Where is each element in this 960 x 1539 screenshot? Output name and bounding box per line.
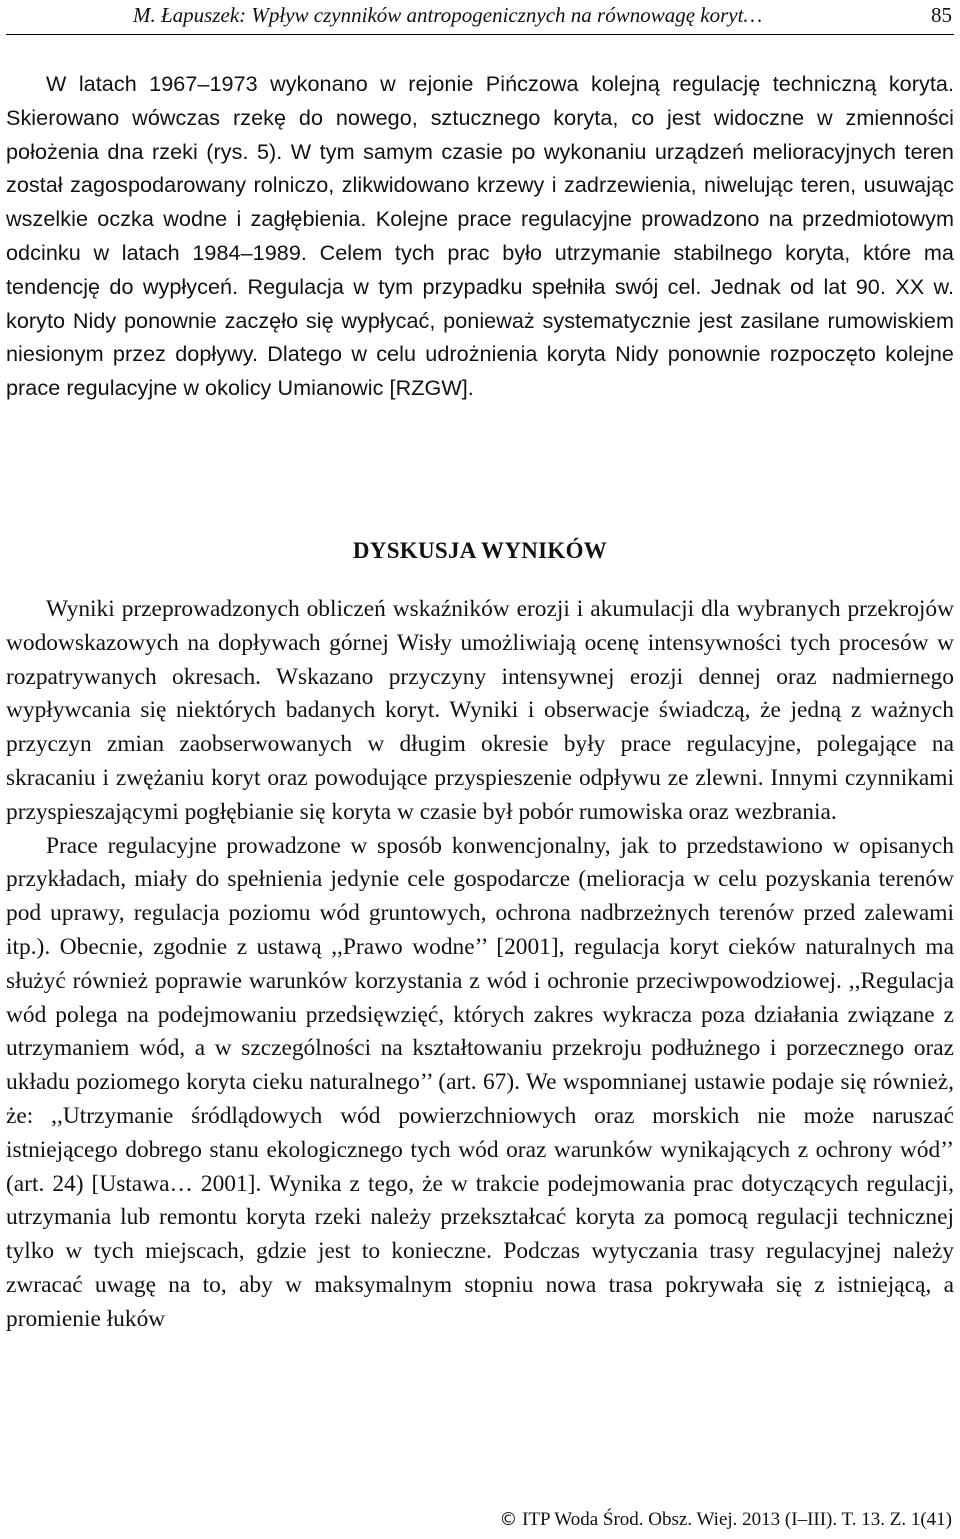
footer-citation <box>499 1508 952 1532</box>
discussion-section <box>6 593 954 1337</box>
journal-citation: ITP Woda Środ. Obsz. Wiej. 2013 (I–III). T. 13. Z. 1(41) <box>522 1509 952 1530</box>
intro-paragraph: W latach 1967–1973 wykonano w rejonie Pińczowa kolejną regulację techniczną koryta. Skierowano wówczas rzekę do nowego, sztucznego koryta, co jest widoczne w zmienności położenia dna rzeki (rys. 5). W tym samym czasie po wykonaniu urządzeń melioracyjnych teren został zagospodarowany rolniczo, zlikwidowano krzewy i zadrzewienia, niwelując teren, usuwając wszelkie oczka wodne i zagłębienia. Kolejne prace regulacyjne prowadzono na przedmiotowym odcinku w latach 1984–1989. Celem tych prac było utrzymanie stabilnego koryta, które ma tendencję do wypłyceń. Regulacja w tym przypadku spełniła swój cel. Jednak od lat 90. XX w. koryto Nidy ponownie zaczęło się wypłycać, ponieważ systematycznie jest zasilane rumowiskiem niesionym przez dopływy. Dlatego w celu udrożnienia koryta Nidy ponownie rozpoczęto kolejne prace regulacyjne w okolicy Umianowic [RZGW]. <box>6 71 954 401</box>
section-heading-discussion: DYSKUSJA WYNIKÓW <box>352 538 608 563</box>
copyright-icon: © <box>499 1509 518 1530</box>
intro-section <box>6 67 954 405</box>
page-number: 85 <box>931 3 952 27</box>
document-page <box>6 0 954 1539</box>
discussion-paragraph-1: Wyniki przeprowadzonych obliczeń wskaźników erozji i akumulacji dla wybranych przekrojów wodowskazowych na dopływach górnej Wisły umożliwiają ocenę intensywności tych procesów w rozpatrywanych okresach. Wskazano przyczyny intensywnej erozji dennej oraz nadmiernego wypływcania się niektórych badanych koryt. Wyniki i obserwacje świadczą, że jedną z ważnych przyczyn zmian zaobserwowanych w długim okresie były prace regulacyjne, polegające na skracaniu i zwężaniu koryt oraz powodujące przyspieszenie odpływu ze zlewni. Innymi czynnikami przyspieszającymi pogłębianie się koryta w czasie był pobór rumowiska oraz wezbrania. <box>6 596 954 825</box>
running-header <box>6 0 954 35</box>
discussion-paragraph-2: Prace regulacyjne prowadzone w sposób konwencjonalny, jak to przedstawiono w opisanych przykładach, miały do spełnienia jedynie cele gospodarcze (melioracja w celu pozyskania terenów pod uprawy, regulacja poziomu wód gruntowych, ochrona nadbrzeżnych terenów przed zalewami itp.). Obecnie, zgodnie z ustawą ,,Prawo wodne’’ [2001], regulacja koryt cieków naturalnych ma służyć również poprawie warunków korzystania z wód i ochronie przeciwpowodziowej. ,,Regulacja wód polega na podejmowaniu przedsięwzięć, których zakres wykracza poza działania związane z utrzymaniem wód, a w szczególności na kształtowaniu przekroju podłużnego i porzecznego oraz układu poziomego koryta cieku naturalnego’’ (art. 67). We wspomnianej ustawie podaje się również, że: ,,Utrzymanie śródlądowych wód powierzchniowych oraz morskich nie może naruszać istniejącego dobrego stanu ekologicznego tych wód oraz warunków wynikających z ochrony wód’’ (art. 24) [Ustawa… 2001]. Wynika z tego, że w trakcie podejmowania prac dotyczących regulacji, utrzymania lub remontu koryta rzeki należy przekształcać koryta za pomocą regulacji technicznej tylko w tych miejscach, gdzie jest to konieczne. Podczas wytyczania trasy regulacyjnej należy zwracać uwagę na to, aby w maksymalnym stopniu nowa trasa pokrywała się z istniejącą, a promienie łuków <box>6 832 954 1332</box>
running-title: M. Łapuszek: Wpływ czynników antropogenicznych na równowagę koryt… <box>133 3 763 27</box>
